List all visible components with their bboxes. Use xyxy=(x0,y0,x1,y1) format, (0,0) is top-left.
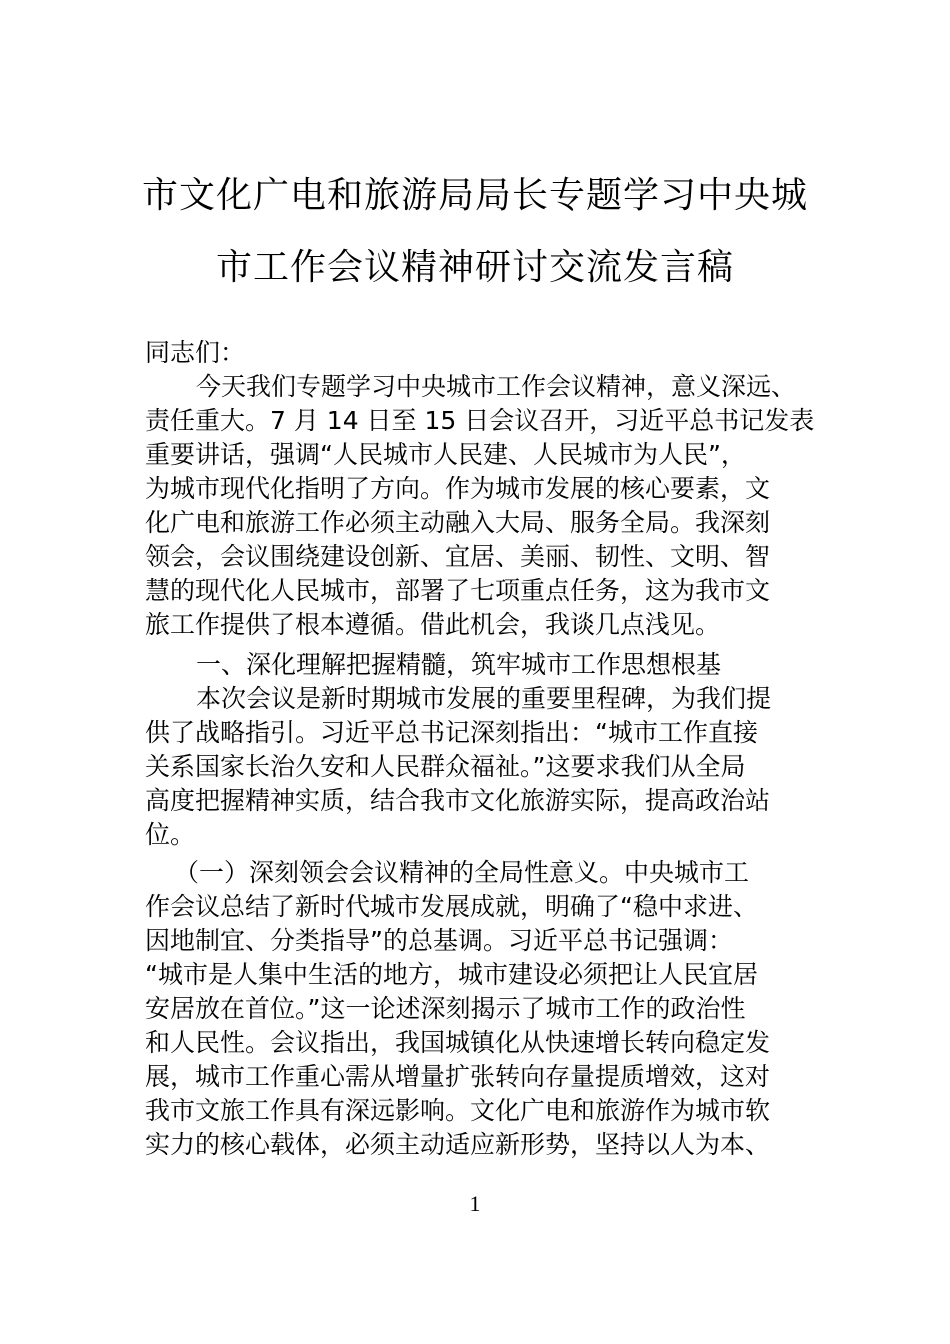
paragraph-line: 我市文旅工作具有深远影响。文化广电和旅游作为城市软 xyxy=(145,1096,771,1125)
paragraph-line: 领会，会议围绕建设创新、宜居、美丽、韧性、文明、智 xyxy=(145,542,771,571)
paragraph-line: 重要讲话，强调“人民城市人民建、人民城市为人民”， xyxy=(145,440,746,469)
paragraph-line: 慧的现代化人民城市，部署了七项重点任务，这为我市文 xyxy=(145,576,771,605)
section-heading: 一、深化理解把握精髓，筑牢城市工作思想根基 xyxy=(196,650,722,679)
paragraph-line: 位。 xyxy=(145,820,196,849)
paragraph-line: 安居放在首位。”这一论述深刻揭示了城市工作的政治性 xyxy=(145,994,746,1023)
document-title-line-1: 市文化广电和旅游局局长专题学习中央城 xyxy=(141,175,808,216)
paragraph-line: 化广电和旅游工作必须主动融入大局、服务全局。我深刻 xyxy=(145,508,771,537)
paragraph-line: 今天我们专题学习中央城市工作会议精神，意义深远、 xyxy=(196,372,797,401)
salutation: 同志们： xyxy=(145,338,246,367)
paragraph-line: （一）深刻领会会议精神的全局性意义。中央城市工 xyxy=(174,858,750,887)
paragraph-line: 关系国家长治久安和人民群众福祉。”这要求我们从全局 xyxy=(145,752,746,781)
paragraph-line: 和人民性。会议指出，我国城镇化从快速增长转向稳定发 xyxy=(145,1028,771,1057)
paragraph-line: 责任重大。7 月 14 日至 15 日会议召开，习近平总书记发表 xyxy=(145,406,815,435)
paragraph-line: 为城市现代化指明了方向。作为城市发展的核心要素，文 xyxy=(145,474,771,503)
paragraph-line: 实力的核心载体，必须主动适应新形势，坚持以人为本、 xyxy=(145,1130,771,1159)
paragraph-line: 供了战略指引。习近平总书记深刻指出：“城市工作直接 xyxy=(145,718,758,747)
page-number: 1 xyxy=(469,1191,481,1216)
paragraph-line: 高度把握精神实质，结合我市文化旅游实际，提高政治站 xyxy=(145,786,771,815)
document-title-line-2: 市工作会议精神研讨交流发言稿 xyxy=(215,247,734,288)
paragraph-line: 本次会议是新时期城市发展的重要里程碑，为我们提 xyxy=(196,684,772,713)
paragraph-line: 展，城市工作重心需从增量扩张转向存量提质增效，这对 xyxy=(145,1062,771,1091)
paragraph-line: “城市是人集中生活的地方，城市建设必须把让人民宜居 xyxy=(145,960,758,989)
paragraph-line: 因地制宜、分类指导”的总基调。习近平总书记强调： xyxy=(145,926,733,955)
paragraph-line: 旅工作提供了根本遵循。借此机会，我谈几点浅见。 xyxy=(145,610,721,639)
paragraph-line: 作会议总结了新时代城市发展成就，明确了“稳中求进、 xyxy=(145,892,758,921)
